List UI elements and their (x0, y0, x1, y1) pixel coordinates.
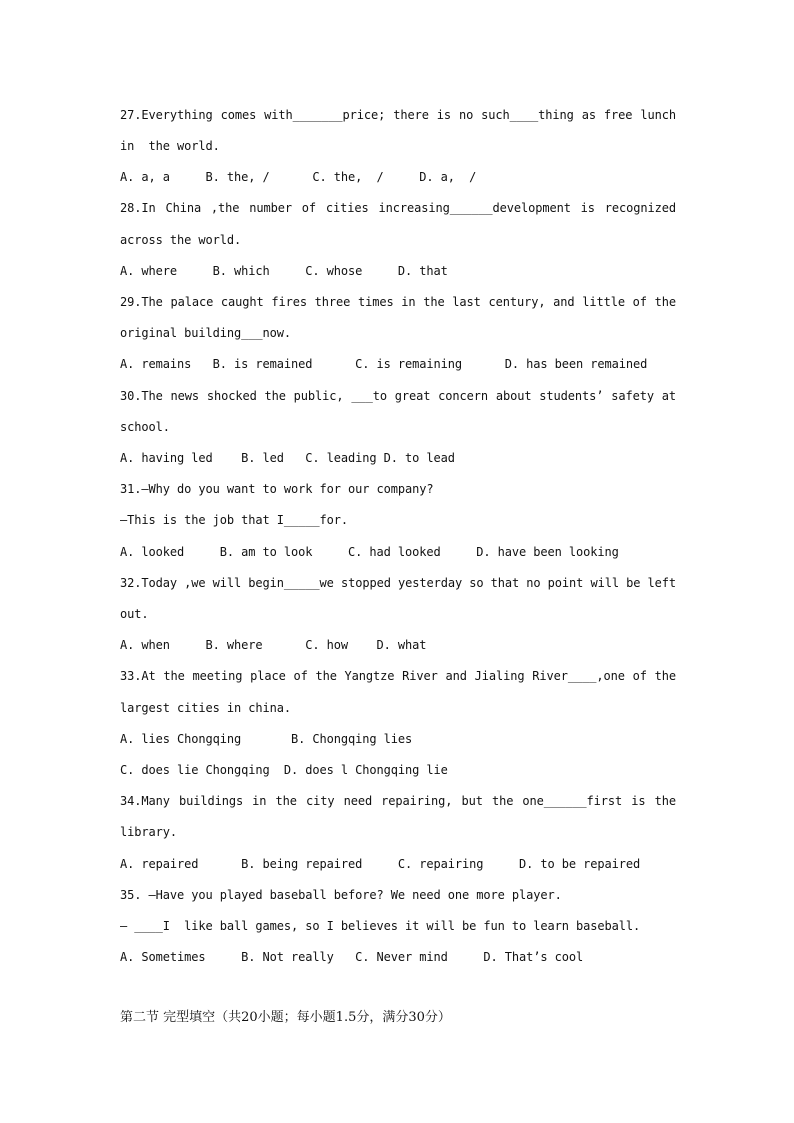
q27-stem-line-2: in the world. (120, 139, 220, 153)
q31-stem-line-2: —This is the job that I_____for. (120, 513, 348, 527)
q33-options-line-2: C. does lie Chongqing D. does l Chongqing lie (120, 763, 448, 777)
q31-options: A. looked B. am to look C. had looked D. have been looking (120, 545, 619, 559)
q30-stem-line-1: 30.The news shocked the public, ___to great concern about students’ safety at (120, 389, 676, 403)
q30-options: A. having led B. led C. leading D. to lead (120, 451, 455, 465)
q27-stem-line-1: 27.Everything comes with_______price; there is no such____thing as free lunch (120, 108, 676, 122)
q33-stem-line-1: 33.At the meeting place of the Yangtze River and Jialing River____,one of the (120, 669, 676, 683)
q31-stem-line-1: 31.—Why do you want to work for our company? (120, 482, 434, 496)
section-heading: 第二节 完型填空（共20小题；每小题1.5分，满分30分） (120, 1010, 451, 1025)
q35-stem-line-1: 35. —Have you played baseball before? We need one more player. (120, 888, 562, 902)
q28-stem-line-2: across the world. (120, 233, 242, 247)
q29-options: A. remains B. is remained C. is remaining D. has been remained (120, 357, 648, 371)
q32-stem-line-2: out. (120, 607, 149, 621)
q28-options: A. where B. which C. whose D. that (120, 264, 448, 278)
q33-stem-line-2: largest cities in china. (120, 701, 291, 715)
q35-options: A. Sometimes B. Not really C. Never mind D. That’s cool (120, 950, 584, 964)
q32-stem-line-1: 32.Today ,we will begin_____we stopped yesterday so that no point will be left (120, 576, 676, 590)
q29-stem-line-1: 29.The palace caught fires three times in the last century, and little of the (120, 295, 676, 309)
q27-options: A. a, a B. the, / C. the, / D. a, / (120, 170, 477, 184)
q29-stem-line-2: original building___now. (120, 326, 291, 340)
q30-stem-line-2: school. (120, 420, 170, 434)
q34-options: A. repaired B. being repaired C. repairing D. to be repaired (120, 857, 641, 871)
q35-stem-line-2: — ____I like ball games, so I believes it will be fun to learn baseball. (120, 919, 641, 933)
q28-stem-line-1: 28.In China ,the number of cities increasing______development is recognized (120, 201, 676, 215)
q34-stem-line-1: 34.Many buildings in the city need repairing, but the one______first is the (120, 794, 676, 808)
q33-options-line-1: A. lies Chongqing B. Chongqing lies (120, 732, 413, 746)
q32-options: A. when B. where C. how D. what (120, 638, 427, 652)
q34-stem-line-2: library. (120, 825, 177, 839)
